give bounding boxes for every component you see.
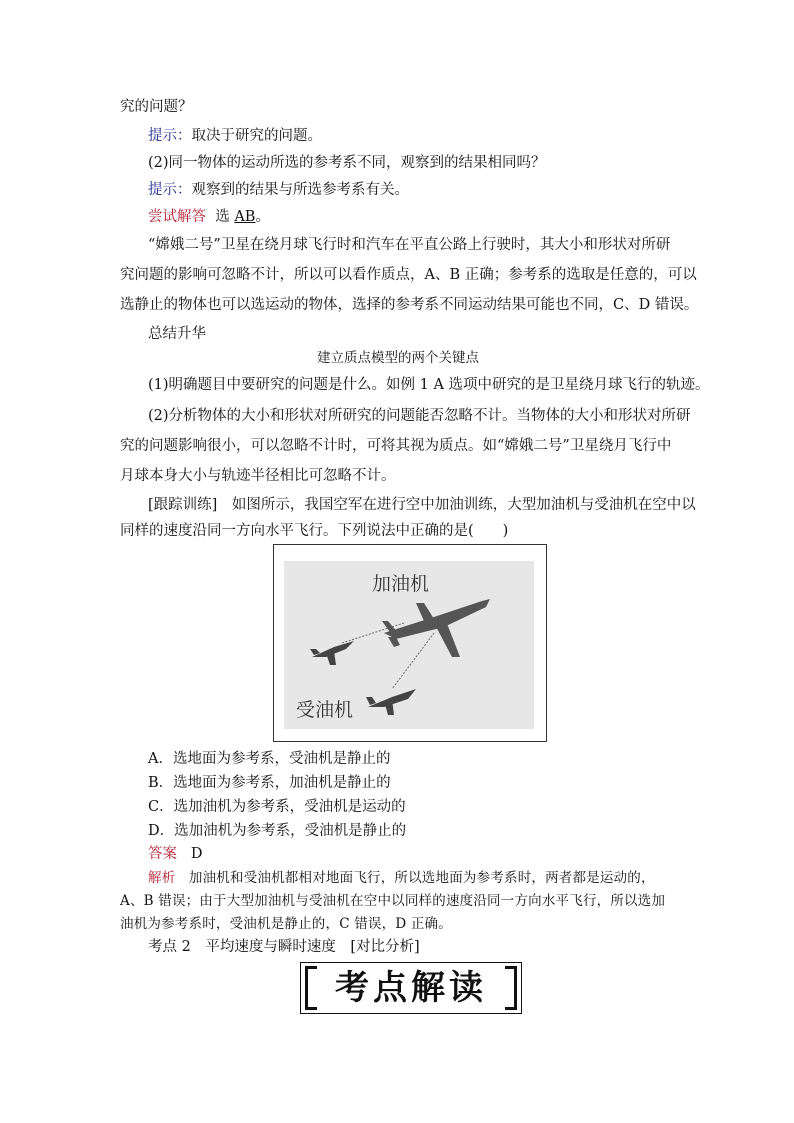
- key-point-1: (1)明确题目中要研究的问题是什么。如例 1 A 选项中研究的是卫星绕月球飞行的轨迹。: [148, 377, 710, 393]
- try-answer: [148, 208, 270, 226]
- hint-2: [148, 181, 409, 199]
- analysis-text: 加油机和受油机都相对地面飞行，所以选地面为参考系时，两者都是运动的，: [188, 870, 655, 886]
- answer: [148, 845, 202, 863]
- try-answer-choice: AB: [234, 209, 256, 225]
- key-points-banner: [300, 962, 522, 1014]
- option-b: B．选地面为参考系，加油机是静止的: [148, 775, 391, 791]
- try-answer-label: 尝试解答: [148, 209, 206, 225]
- key-point-2-line-3: 月球本身大小与轨迹半径相比可忽略不计。: [120, 468, 396, 484]
- analysis-label: 解析: [148, 870, 176, 886]
- analysis-line-3: 油机为参考系时，受油机是静止的，C 错误，D 正确。: [120, 916, 452, 932]
- analysis-line-1: [148, 869, 655, 887]
- refueling-figure: [273, 544, 547, 742]
- tracking-exercise-line-2: 同样的速度沿同一方向水平飞行。下列说法中正确的是( ): [120, 523, 509, 539]
- try-answer-suffix: 。: [255, 209, 270, 225]
- tanker-aircraft-icon: [382, 599, 490, 657]
- answer-label: 答案: [148, 846, 177, 862]
- option-c: C．选加油机为参考系，受油机是运动的: [148, 799, 406, 815]
- option-d: D．选加油机为参考系，受油机是静止的: [148, 823, 407, 839]
- summary-title: 总结升华: [148, 326, 206, 342]
- receiver-aircraft-1-icon: [310, 641, 354, 665]
- try-answer-prefix: 选: [215, 209, 235, 225]
- key-points-title: 建立质点模型的两个关键点: [317, 350, 479, 366]
- question-2: (2)同一物体的运动所选的参考系不同，观察到的结果相同吗？: [148, 155, 546, 171]
- hint-1: [148, 127, 322, 145]
- answer-value: D: [190, 846, 203, 862]
- section-title: 考点 2 平均速度与瞬时速度 [对比分析]: [148, 939, 420, 955]
- hint-text: 观察到的结果与所选参考系有关。: [191, 182, 409, 198]
- hint-label: 提示：: [148, 128, 192, 144]
- key-point-2-line-1: (2)分析物体的大小和形状对所研究的问题能否忽略不计。当物体的大小和形状对所研: [148, 408, 691, 424]
- option-a: A．选地面为参考系，受油机是静止的: [148, 751, 391, 767]
- receiver-aircraft-2-icon: [366, 689, 416, 715]
- analysis-line-2: A、B 错误；由于大型加油机与受油机在空中以同样的速度沿同一方向水平飞行，所以选加: [120, 893, 666, 909]
- key-point-2-line-2: 究的问题影响很小，可以忽略不计时，可将其视为质点。如“嫦娥二号”卫星绕月飞行中: [120, 438, 672, 454]
- hint-label: 提示：: [148, 182, 192, 198]
- question-continuation: 究的问题？: [120, 99, 193, 115]
- refuel-hose-2: [392, 633, 434, 689]
- receiver-label: 受油机: [296, 699, 354, 721]
- hint-text: 取决于研究的问题。: [191, 128, 322, 144]
- figure-background: [284, 561, 534, 729]
- explanation-line-1: “嫦娥二号”卫星在绕月球飞行时和汽车在平直公路上行驶时，其大小和形状对所研: [148, 237, 671, 253]
- tracking-exercise-line-1: [跟踪训练] 如图所示，我国空军在进行空中加油训练，大型加油机与受油机在空中以: [148, 497, 696, 513]
- aircraft-illustration: [284, 561, 534, 729]
- explanation-line-2: 究问题的影响可忽略不计，所以可以看作质点，A、B 正确；参考系的选取是任意的，可以: [120, 267, 697, 283]
- banner-text: 考点解读: [335, 968, 487, 1008]
- tanker-label: 加油机: [372, 573, 430, 595]
- explanation-line-3: 选静止的物体也可以选运动的物体，选择的参考系不同运动结果可能也不同，C、D 错误。: [120, 297, 699, 313]
